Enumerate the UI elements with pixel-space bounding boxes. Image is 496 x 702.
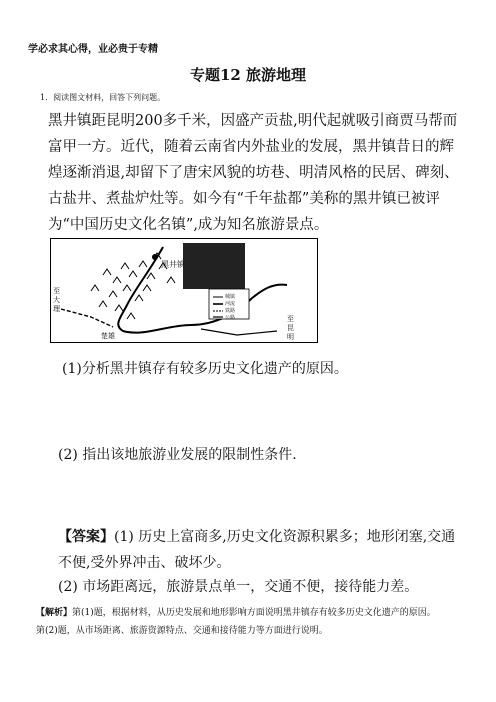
answer-label: 【答案】: [58, 529, 114, 545]
answer-block: [58, 524, 468, 576]
map-label-town: 黑井镇: [161, 260, 185, 269]
legend-item: 城镇: [225, 294, 236, 300]
sub-question-2: (2) 指出该地旅游业发展的限制性条件.: [58, 447, 297, 463]
question-intro: 1．阅读图文材料，回答下列问题。: [40, 93, 166, 102]
location-map: [50, 238, 318, 343]
legend-item: 公路: [225, 315, 236, 321]
answer-text-1: (1) 历史上富商多,历史文化资源积累多；地形闭塞,交通不便,受外界冲击、破坏少。: [58, 529, 456, 571]
map-label-city: 楚雄: [101, 332, 115, 340]
map-drawing: [51, 239, 317, 342]
sub-question-1: (1)分析黑井镇存有较多历史文化遗产的原因。: [62, 361, 348, 377]
road-line: [61, 309, 113, 327]
page-header: 学必求其心得，业必贵于专精: [28, 44, 158, 55]
legend-item: 河流: [225, 301, 236, 307]
analysis-label: 【解析】: [36, 608, 73, 618]
map-label-to-dali: 至大理: [53, 287, 60, 313]
answer-text-2: (2) 市场距离远，旅游景点单一，交通不便，接待能力差。: [58, 579, 419, 595]
road-line-east: [201, 329, 277, 335]
material-paragraph: 黑井镇距昆明200多千米，因盛产贡盐,明代起就吸引商贾马帮而富甲一方。近代，随着云南省内外盐业的发展，黑井镇昔日的辉煌逐渐消退,却留下了唐宋风貌的坊巷、明清风格的民居、碑刻、古盐井、煮盐炉灶等。如今有“千年盐都”美称的黑井镇已被评为“中国历史文化名镇”,成为知名旅游景点。: [48, 113, 459, 233]
town-marker: [152, 254, 158, 260]
analysis-block: [36, 604, 476, 640]
legend-item: 铁路: [225, 308, 236, 314]
legend-box: [183, 243, 245, 289]
analysis-line-2: 第(2)题，从市场距离、旅游资源特点、交通和接待能力等方面进行说明。: [36, 626, 328, 636]
analysis-line-1: 第(1)题，根据材料，从历史发展和地形影响方面说明黑井镇存有较多历史文化遗产的原因。: [72, 608, 436, 618]
page-title: 专题12 旅游地理: [189, 66, 307, 84]
map-label-to-kunming: 至昆明: [287, 315, 294, 341]
